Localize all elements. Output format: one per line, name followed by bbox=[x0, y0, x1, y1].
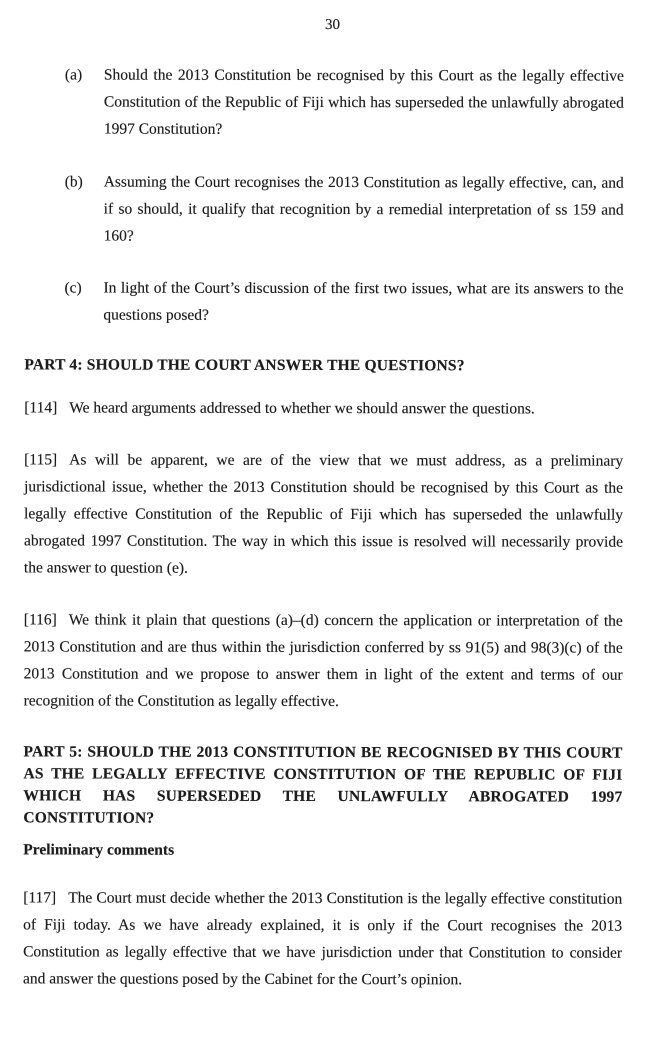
part5-heading-line-4: CONSTITUTION? bbox=[23, 809, 155, 827]
paragraph-115-text: As will be apparent, we are of the view that we must address, as a preliminary jurisdictional issue, whether the 2013 Constitution should be recognised by this Court as the legally effective Constitution of the Republic of Fiji which has superseded the unlawfully abrogated 1997 Constitution. The way in which this issue is resolved will necessarily provide the answer to question (e). bbox=[23, 451, 624, 577]
question-item-c bbox=[64, 274, 623, 329]
question-text-b: Assuming the Court recognises the 2013 Constitution as legally effective, can, and if so should, it qualify that recognition by a remedial interpretation of ss 159 and 160? bbox=[103, 173, 624, 245]
question-label-c: (c) bbox=[64, 279, 82, 297]
part5-heading-line-3: WHICH HAS SUPERSEDED THE UNLAWFULLY ABROGATED 1997 bbox=[23, 787, 623, 806]
part5-heading-line-1: PART 5: SHOULD THE 2013 CONSTITUTION BE RECOGNISED BY THIS COURT bbox=[23, 743, 623, 762]
paragraph-115 bbox=[24, 446, 623, 582]
paragraph-117-number: [117] bbox=[23, 889, 57, 907]
paragraph-114-text: We heard arguments addressed to whether we should answer the questions. bbox=[69, 399, 535, 418]
paragraph-116-text: We think it plain that questions (a)–(d) concern the application or interpretation of the 2013 Constitution and are thus within the jurisdiction conferred by ss 91(5) and 98(3)(c) of the 2013 Constitution and we propose to answer them in light of the extent and terms of our recognition of the Constitution as legally effective. bbox=[23, 611, 623, 711]
paragraph-114 bbox=[24, 394, 623, 422]
page-number: 30 bbox=[325, 16, 341, 34]
paragraph-114-number: [114] bbox=[24, 399, 58, 417]
question-text-c: In light of the Court’s discussion of the first two issues, what are its answers to the questions posed? bbox=[103, 279, 624, 324]
paragraph-116 bbox=[24, 606, 623, 715]
part5-heading-line-2: AS THE LEGALLY EFFECTIVE CONSTITUTION OF THE REPUBLIC OF FIJI bbox=[23, 765, 623, 784]
paragraph-116-number: [116] bbox=[23, 611, 57, 629]
paragraph-115-number: [115] bbox=[24, 451, 58, 469]
part4-heading: PART 4: SHOULD THE COURT ANSWER THE QUESTIONS? bbox=[24, 356, 465, 375]
question-text-a: Should the 2013 Constitution be recognised by this Court as the legally effective Constitution of the Republic of Fiji which has superseded the unlawfully abrogated 1997 Constitution? bbox=[103, 66, 624, 138]
question-label-b: (b) bbox=[64, 173, 83, 191]
part5-heading bbox=[23, 741, 622, 830]
question-label-a: (a) bbox=[64, 66, 83, 84]
document-page bbox=[0, 11, 653, 1036]
question-item-a bbox=[65, 61, 624, 143]
paragraph-117-text: The Court must decide whether the 2013 Constitution is the legally effective constitution of Fiji today. As we have already explained, it is only if the Court recognises the 2013 Constitution as legally effective that we have jurisdiction under that Constitution to consider and answer the questions posed by the Cabinet for the Court’s opinion. bbox=[23, 889, 623, 989]
question-item-b bbox=[65, 168, 624, 250]
paragraph-117 bbox=[23, 884, 622, 993]
preliminary-comments-subheading: Preliminary comments bbox=[23, 841, 175, 859]
